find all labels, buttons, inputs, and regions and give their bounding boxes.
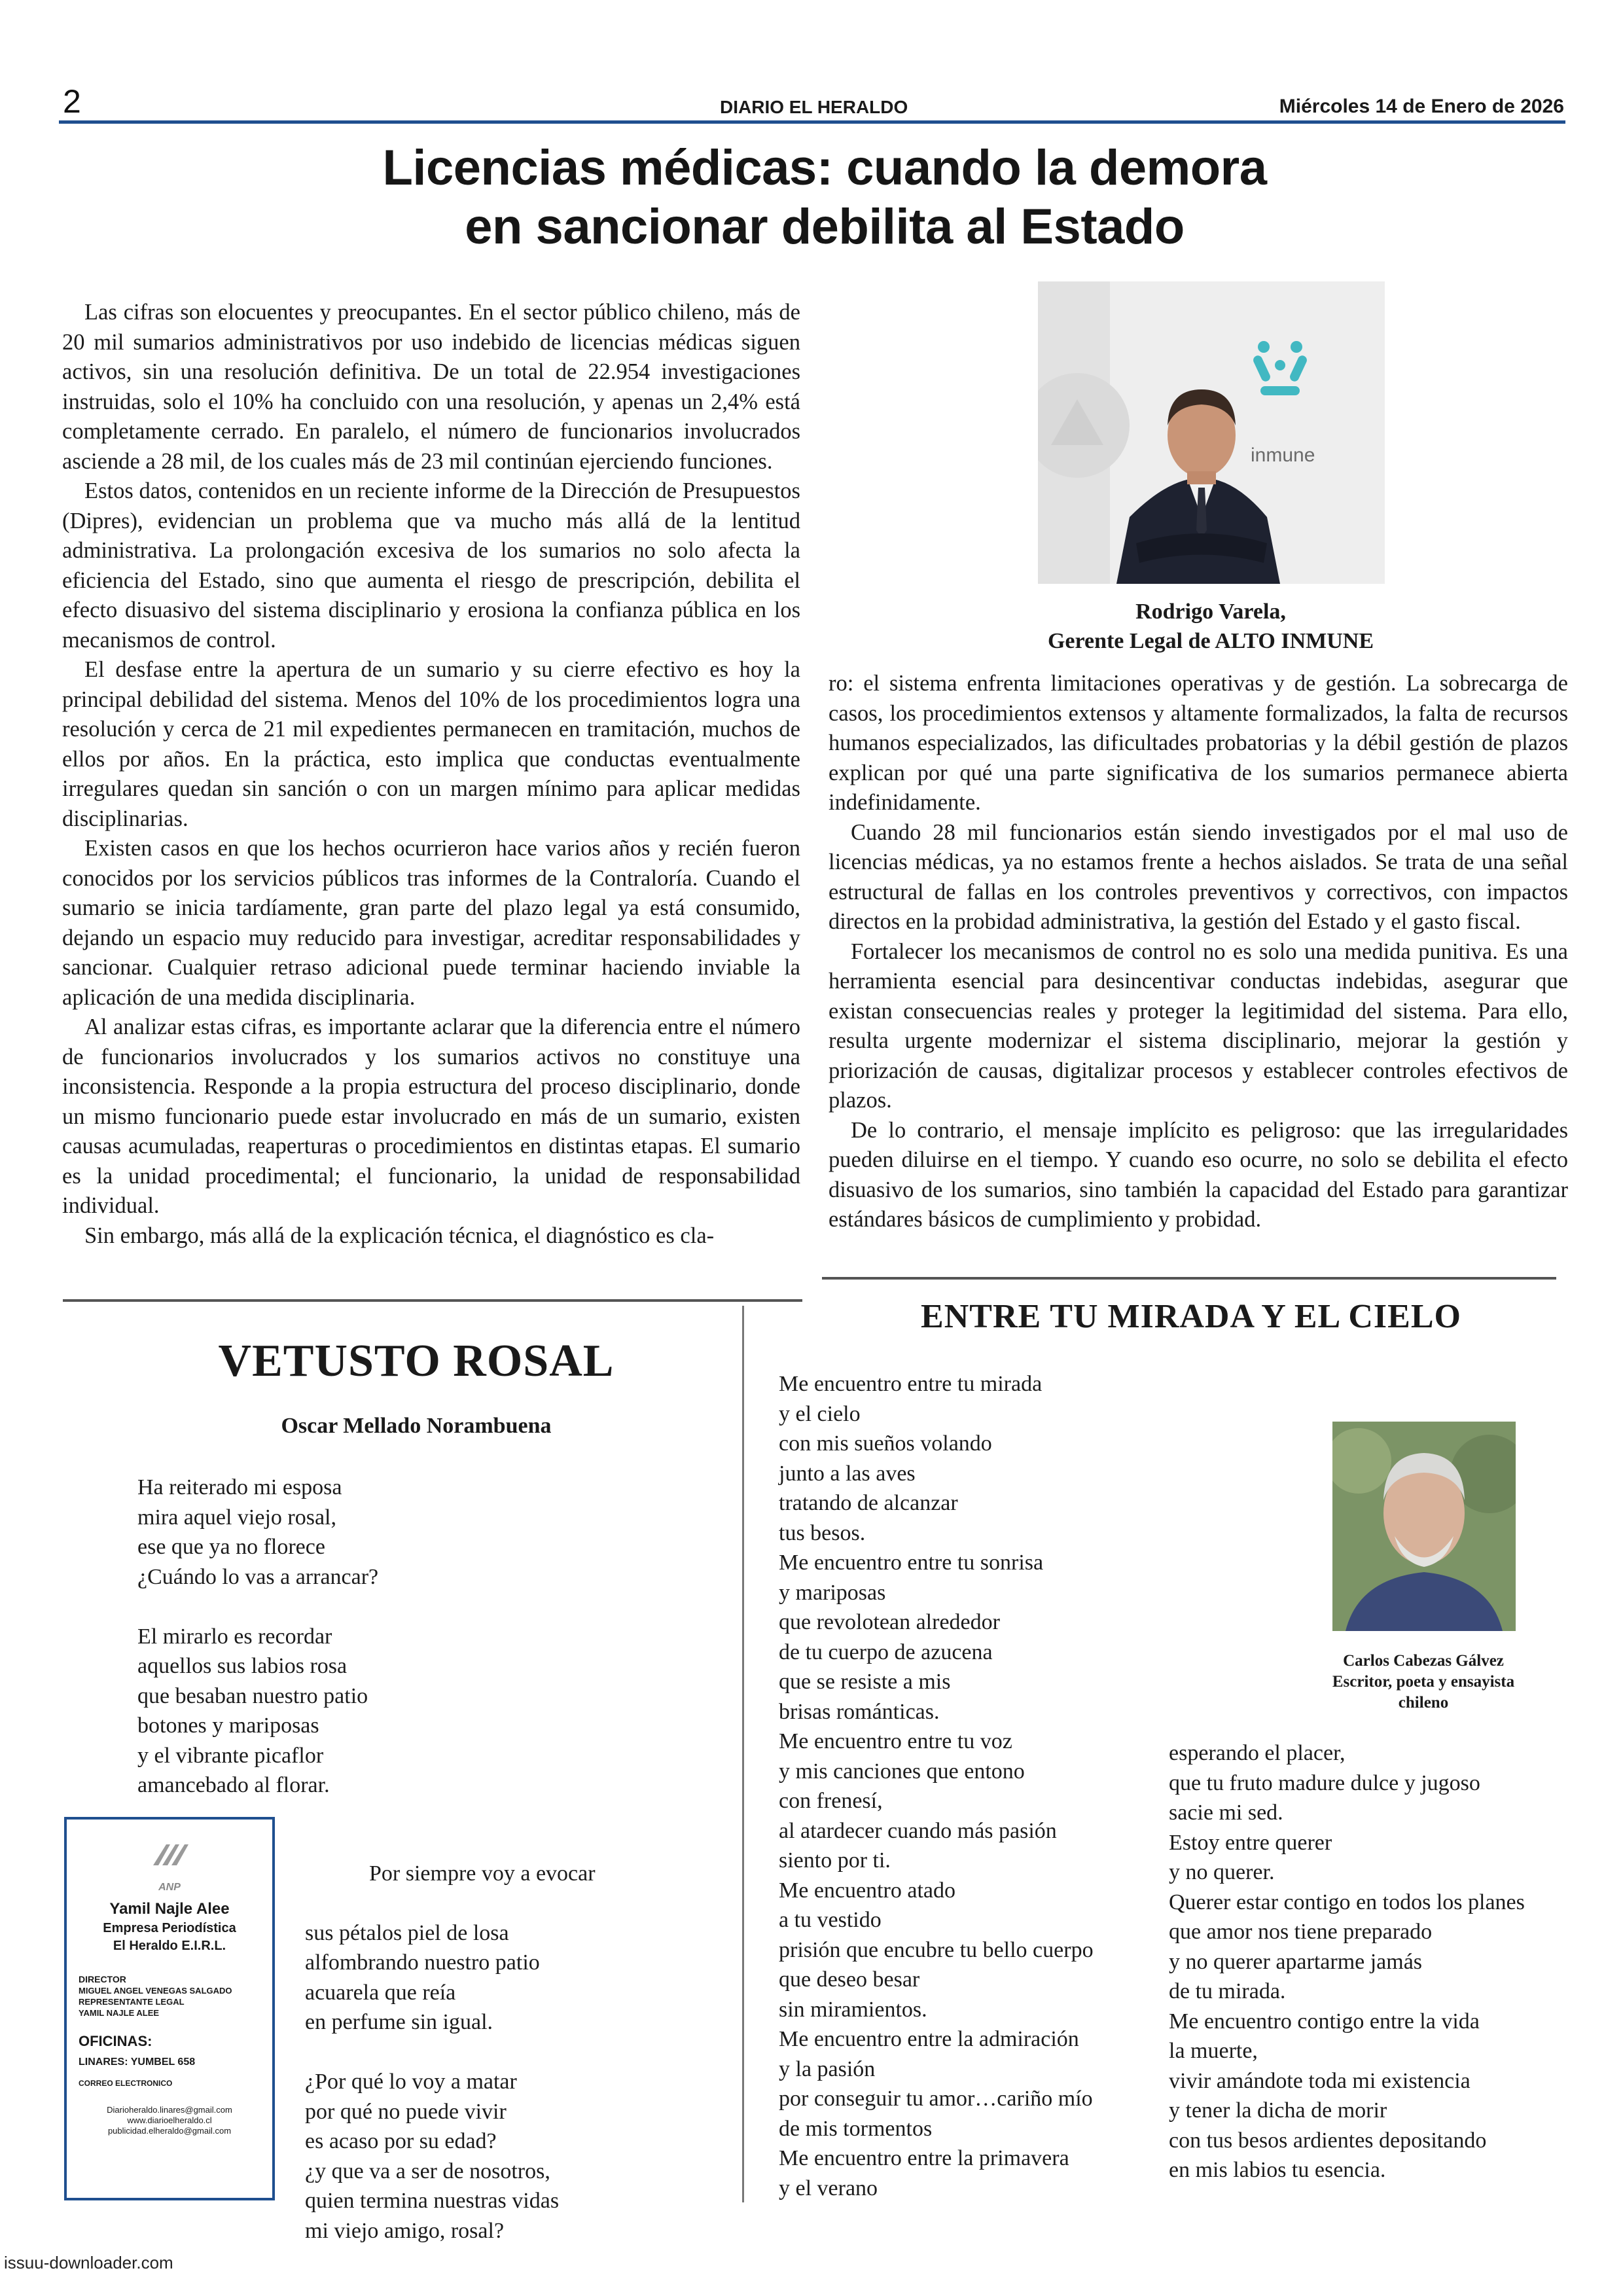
publisher-owner: Yamil Najle Alee: [109, 1900, 230, 1918]
legal-rep-label: REPRESENTANTE LEGAL: [79, 1997, 185, 2007]
contact-email: Diarioheraldo.linares@gmail.com: [107, 2105, 232, 2115]
section-divider-right: [822, 1277, 1556, 1280]
issue-date: Miércoles 14 de Enero de 2026: [1279, 96, 1564, 117]
article-paragraph: Existen casos en que los hechos ocurrieron hace varios años y recién fueron conocidos por los servicios públicos tras informes de la Contraloría. Cuando el sumario se inicia tardíamente, gran parte del plazo legal ya está consumido, dejando un espacio muy reducido para investigar, acreditar responsabilidades y sancionar. Cualquier retraso adicional puede terminar haciendo inviable la aplicación de una medida disciplinaria.: [62, 836, 800, 1010]
headline-line-1: Licencias médicas: cuando la demora: [382, 140, 1267, 196]
header-rule: [59, 120, 1565, 124]
photo-logo-text: inmune: [1251, 444, 1315, 466]
poem-stanzas: Me encuentro entre tu mirada y el cielo con mis sueños volando junto a las aves tratando de alcanzar tus besos. Me encuentro entre tu sonrisa y mariposas que revolotean alrededor de tu cuerpo de azucena que se resiste a mis brisas románticas. Me encuentro entre tu voz y mis canciones que entono con frenesí, al atardecer cuando más pasión siento por ti. Me encuentro atado a tu vestido prisión que encubre tu bello cuerpo que deseo besar sin miramientos. Me encuentro entre la admiración y la pasión por conseguir tu amor…cariño mío de mis tormentos Me encuentro entre la primavera y el verano: [779, 1372, 1094, 2200]
email-label: CORREO ELECTRONICO: [79, 2079, 173, 2088]
author-photo: [1038, 281, 1385, 584]
anp-logo-icon: [140, 1839, 199, 1878]
article-paragraph: Cuando 28 mil funcionarios están siendo investigados por el mal uso de licencias médicas, ya no estamos frente a hechos aislados. Se trata de una señal estructural de fallas en los controles preventivos y correctivos, con impactos directos en la probidad administrativa, la gestión del Estado y el gasto fiscal.: [829, 819, 1568, 934]
offices-label: OFICINAS:: [79, 2033, 152, 2049]
contact-list: [79, 2105, 260, 2136]
section-divider-left: [63, 1299, 802, 1302]
poem-line: Por siempre voy a evocar: [369, 1861, 596, 1886]
contact-email-advertising: publicidad.elheraldo@gmail.com: [107, 2126, 232, 2136]
article-paragraph-continuation: ro: el sistema enfrenta limitaciones operativas y de gestión. La sobrecarga de casos, los procedimientos extensos y altamente formalizados, la falta de recursos humanos especializados, las dificultades probatorias y la débil gestión de plazos explican por qué una parte significativa de los sumarios permanece abierta indefinidamente.: [829, 671, 1568, 815]
poem-lines: sus pétalos piel de losa alfombrando nuestro patio acuarela que reía en perfume sin igual. ¿Por qué lo voy a matar por qué no puede vivir es acaso por su edad? ¿y que va a ser de nosotros, quien termina nuestras vidas mi viejo amigo, rosal?: [305, 1920, 560, 2243]
director-name: MIGUEL ANGEL VENEGAS SALGADO: [79, 1986, 232, 1996]
article-paragraph: El desfase entre la apertura de un sumario y su cierre efectivo es hoy la principal debilidad del sistema. Menos del 10% de los procedimientos logra una resolución y cerca de 21 mil expedientes permanecen en tramitación, muchos de ellos por años. En la práctica, esto implica que conductas eventualmente irregulares quedan sin sanción o con un margen mínimo para aplicar medidas disciplinarias.: [62, 657, 800, 831]
anp-logo-text: ANP: [158, 1882, 181, 1893]
article-headline: [216, 139, 1433, 257]
source-watermark: issuu-downloader.com: [4, 2253, 173, 2272]
publisher-company-name: El Heraldo E.I.R.L.: [113, 1939, 226, 1953]
article-paragraph: Las cifras son elocuentes y preocupantes. En el sector público chileno, más de 20 mil sumarios administrativos por uso indebido de licencias médicas siguen activos, sin una resolución definitiva. De un total de 22.954 investigaciones instruidas, solo el 10% ha concluido con una resolución, y apenas un 2,4% está completamente cerrado. En paralelo, el número de funcionarios involucrados asciende a 28 mil, de los cuales más de 23 mil continúan ejerciendo funciones.: [62, 300, 800, 474]
poet-caption: [1289, 1651, 1558, 1713]
article-paragraph: Fortalecer los mecanismos de control no es solo una medida punitiva. Es una herramienta esencial para desincentivar conductas indebidas, asegurar que existan consecuencias reales y proteger la legitimidad del sistema. Para ello, resulta urgente modernizar el sistema disciplinario, mejorar la gestión y priorización de causas, digitalizar procesos y establecer controles efectivos de plazos.: [829, 939, 1568, 1113]
headline-line-2: en sancionar debilita al Estado: [465, 199, 1185, 255]
article-paragraph: De lo contrario, el mensaje implícito es peligroso: que las irregularidades pueden diluirse en el tiempo. Y cuando eso ocurre, no solo se debilita el efecto disuasivo de los sumarios, sino también la capacidad del Estado para garantizar estándares básicos de cumplimiento y probidad.: [829, 1117, 1568, 1232]
poem-title: VETUSTO ROSAL: [218, 1336, 615, 1386]
author-photo-illustration: [1038, 281, 1385, 584]
poem-title: ENTRE TU MIRADA Y EL CIELO: [921, 1298, 1461, 1335]
article-paragraph: Estos datos, contenidos en un reciente informe de la Dirección de Presupuestos (Dipres), evidencian un problema que va mucho más allá de la lentitud administrativa. La prolongación excesiva de los sumarios no solo afecta la eficiencia del Estado, sino que aumenta el riesgo de prescripción, debilita el efecto disuasivo del sistema disciplinario y erosiona la confianza pública en los mecanismos de control.: [62, 478, 800, 653]
legal-rep-name: YAMIL NAJLE ALEE: [79, 2008, 160, 2018]
author-caption: [903, 597, 1518, 656]
article-column-left: [62, 298, 800, 1251]
poet-photo-illustration: [1332, 1422, 1516, 1631]
column-divider: [742, 1306, 744, 2202]
anp-logo: [137, 1839, 202, 1893]
page-number: 2: [63, 83, 81, 120]
author-role: Gerente Legal de ALTO INMUNE: [1047, 629, 1374, 653]
offices-address: LINARES: YUMBEL 658: [79, 2056, 196, 2068]
poem-stanzas: Ha reiterado mi esposa mira aquel viejo rosal, ese que ya no florece ¿Cuándo lo vas a arrancar? El mirarlo es recordar aquellos sus labios rosa que besaban nuestro patio botones y mariposas y el vibrante picaflor amancebado al florar.: [137, 1475, 379, 1797]
poem-author: Oscar Mellado Norambuena: [281, 1414, 552, 1438]
poem-stanzas-continued: esperando el placer, que tu fruto madure dulce y jugoso sacie mi sed. Estoy entre querer y no querer. Querer estar contigo en todos los planes que amor nos tiene preparado y no querer apartarme jamás de tu mirada. Me encuentro contigo entre la vida la muerte, vivir amándote toda mi existencia y tener la dicha de morir con tus besos ardientes depositando en mis labios tu esencia.: [1169, 1741, 1525, 2182]
poet-name: Carlos Cabezas Gálvez: [1343, 1652, 1504, 1670]
contact-website: www.diarioelheraldo.cl: [127, 2115, 212, 2125]
author-name: Rodrigo Varela,: [1135, 600, 1286, 624]
newspaper-name: DIARIO EL HERALDO: [720, 97, 908, 117]
publisher-info-box: [64, 1817, 275, 2200]
article-paragraph: Al analizar estas cifras, es importante aclarar que la diferencia entre el número de funcionarios involucrados y los sumarios activos no constituye una inconsistencia. Responde a la propia estructura del proceso disciplinario, donde un mismo funcionario puede estar involucrado en más de un sumario, existen causas acumuladas, reaperturas o procedimientos en distintas etapas. El sumario es la unidad procedimental; el funcionario, la unidad de responsabilidad individual.: [62, 1014, 800, 1218]
poet-photo: [1332, 1422, 1516, 1631]
poem-stanzas-continued: [305, 1829, 737, 2276]
poet-role: Escritor, poeta y ensayista: [1332, 1673, 1515, 1691]
publisher-company: Empresa Periodística: [103, 1921, 236, 1935]
article-column-right: [829, 669, 1568, 1235]
article-paragraph: Sin embargo, más allá de la explicación técnica, el diagnóstico es cla-: [84, 1223, 715, 1248]
poet-role-nationality: chileno: [1398, 1694, 1449, 1712]
director-label: DIRECTOR: [79, 1974, 126, 1984]
